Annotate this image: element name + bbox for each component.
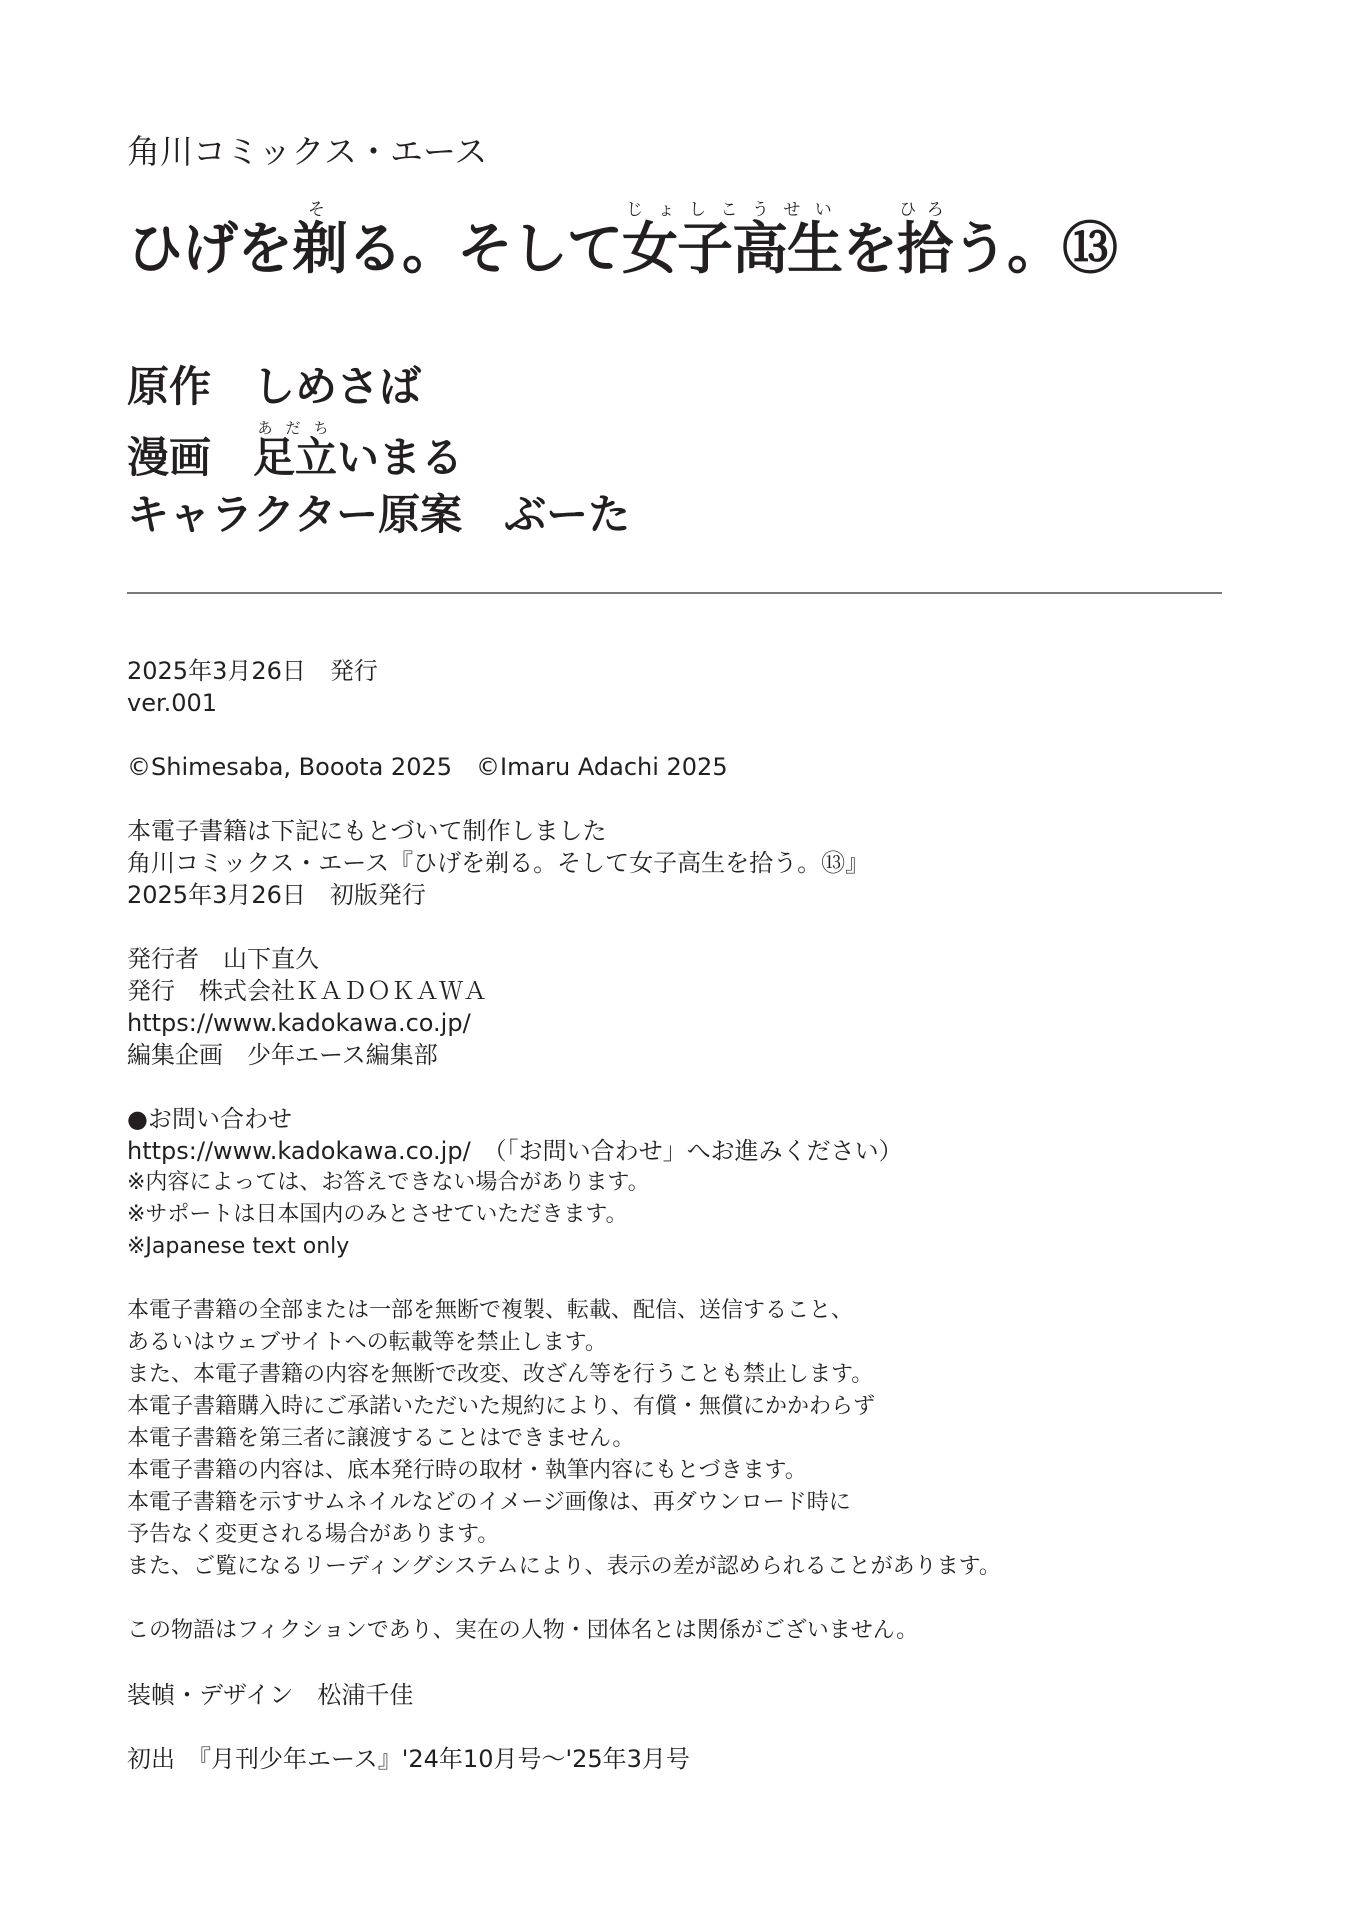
fiction-disclaimer: この物語はフィクションであり、実在の人物・団体名とは関係がございません。 [127, 1618, 919, 1643]
credit-character-design [127, 483, 630, 547]
credit-role: 原作 [127, 362, 212, 411]
book-title [127, 200, 1117, 285]
legal-line: 予告なく変更される場合があります。 [127, 1522, 500, 1547]
credits [127, 355, 630, 547]
legal-line: また、本電子書籍の内容を無断で改変、改ざん等を行うことも禁止します。 [127, 1362, 874, 1387]
publisher-url[interactable]: https://www.kadokawa.co.jp/ [127, 1009, 471, 1037]
legal-line: 本電子書籍の内容は、底本発行時の取材・執筆内容にもとづきます。 [127, 1458, 807, 1483]
contact-block [127, 1103, 1001, 1263]
credit-role: キャラクター原案 [127, 490, 463, 539]
contact-note: ※Japanese text only [127, 1234, 350, 1259]
credit-name: しめさば [253, 362, 422, 411]
legal-line: 本電子書籍購入時にご承諾いただいた規約により、有償・無償にかかわらず [127, 1394, 876, 1419]
source-line: 本電子書籍は下記にもとづいて制作しました [127, 817, 607, 845]
title-segment: ひげを [127, 217, 292, 282]
contact-note: ※サポートは日本国内のみとさせていただきます。 [127, 1202, 628, 1227]
legal-line: また、ご覧になるリーディングシステムにより、表示の差が認められることがあります。 [127, 1554, 1001, 1579]
design-credit: 装幀・デザイン 松浦千佳 [127, 1681, 414, 1709]
title-ruby: 女子高生じょしこうせい [622, 200, 842, 282]
contact-note: ※内容によっては、お答えできない場合があります。 [127, 1170, 650, 1195]
release-block [127, 655, 1001, 719]
legal-line: 本電子書籍を示すサムネイルなどのイメージ画像は、再ダウンロード時に [127, 1490, 851, 1515]
legal-block [127, 1295, 1001, 1583]
title-segment: る。そして [347, 217, 622, 282]
title-ruby: 拾ひろ [897, 200, 952, 282]
credit-role: 漫画 [127, 433, 212, 482]
publisher-block [127, 943, 1001, 1071]
source-line: 角川コミックス・エース『ひげを剃る。そして女子高生を拾う。⑬』 [127, 849, 870, 877]
title-ruby: 剃そ [292, 200, 347, 282]
imprint-label: 角川コミックス・エース [127, 132, 488, 171]
legal-line: 本電子書籍を第三者に譲渡することはできません。 [127, 1426, 635, 1451]
title-segment: を [842, 217, 897, 282]
divider [127, 592, 1222, 594]
source-block [127, 815, 1001, 911]
copyright-block [127, 751, 1001, 783]
contact-url[interactable]: https://www.kadokawa.co.jp/ （「お問い合わせ」へお進みください） [127, 1137, 903, 1165]
credit-name: ぶーた [504, 490, 631, 539]
publisher-line: 発行者 山下直久 [127, 945, 319, 973]
contact-heading: ●お問い合わせ [127, 1105, 292, 1133]
title-segment: う。⑬ [952, 217, 1117, 282]
credit-manga-artist [127, 419, 630, 483]
publisher-line: 編集企画 少年エース編集部 [127, 1041, 438, 1069]
first-published: 初出 『月刊少年エース』'24年10月号～'25年3月号 [127, 1745, 690, 1773]
colophon-text [127, 655, 1001, 1807]
version: ver.001 [127, 689, 218, 717]
legal-line: 本電子書籍の全部または一部を無断で複製、転載、配信、送信すること、 [127, 1298, 854, 1323]
release-date: 2025年3月26日 発行 [127, 657, 378, 685]
source-line: 2025年3月26日 初版発行 [127, 881, 426, 909]
publisher-line: 発行 株式会社ＫＡＤＯＫＡＷＡ [127, 977, 487, 1005]
credit-original-author [127, 355, 630, 419]
credit-name: 足立あだちいまる [253, 419, 464, 482]
copyright: ©Shimesaba, Boootа 2025 ©Imaru Adachi 2025 [127, 753, 728, 781]
legal-line: あるいはウェブサイトへの転載等を禁止します。 [127, 1330, 607, 1355]
